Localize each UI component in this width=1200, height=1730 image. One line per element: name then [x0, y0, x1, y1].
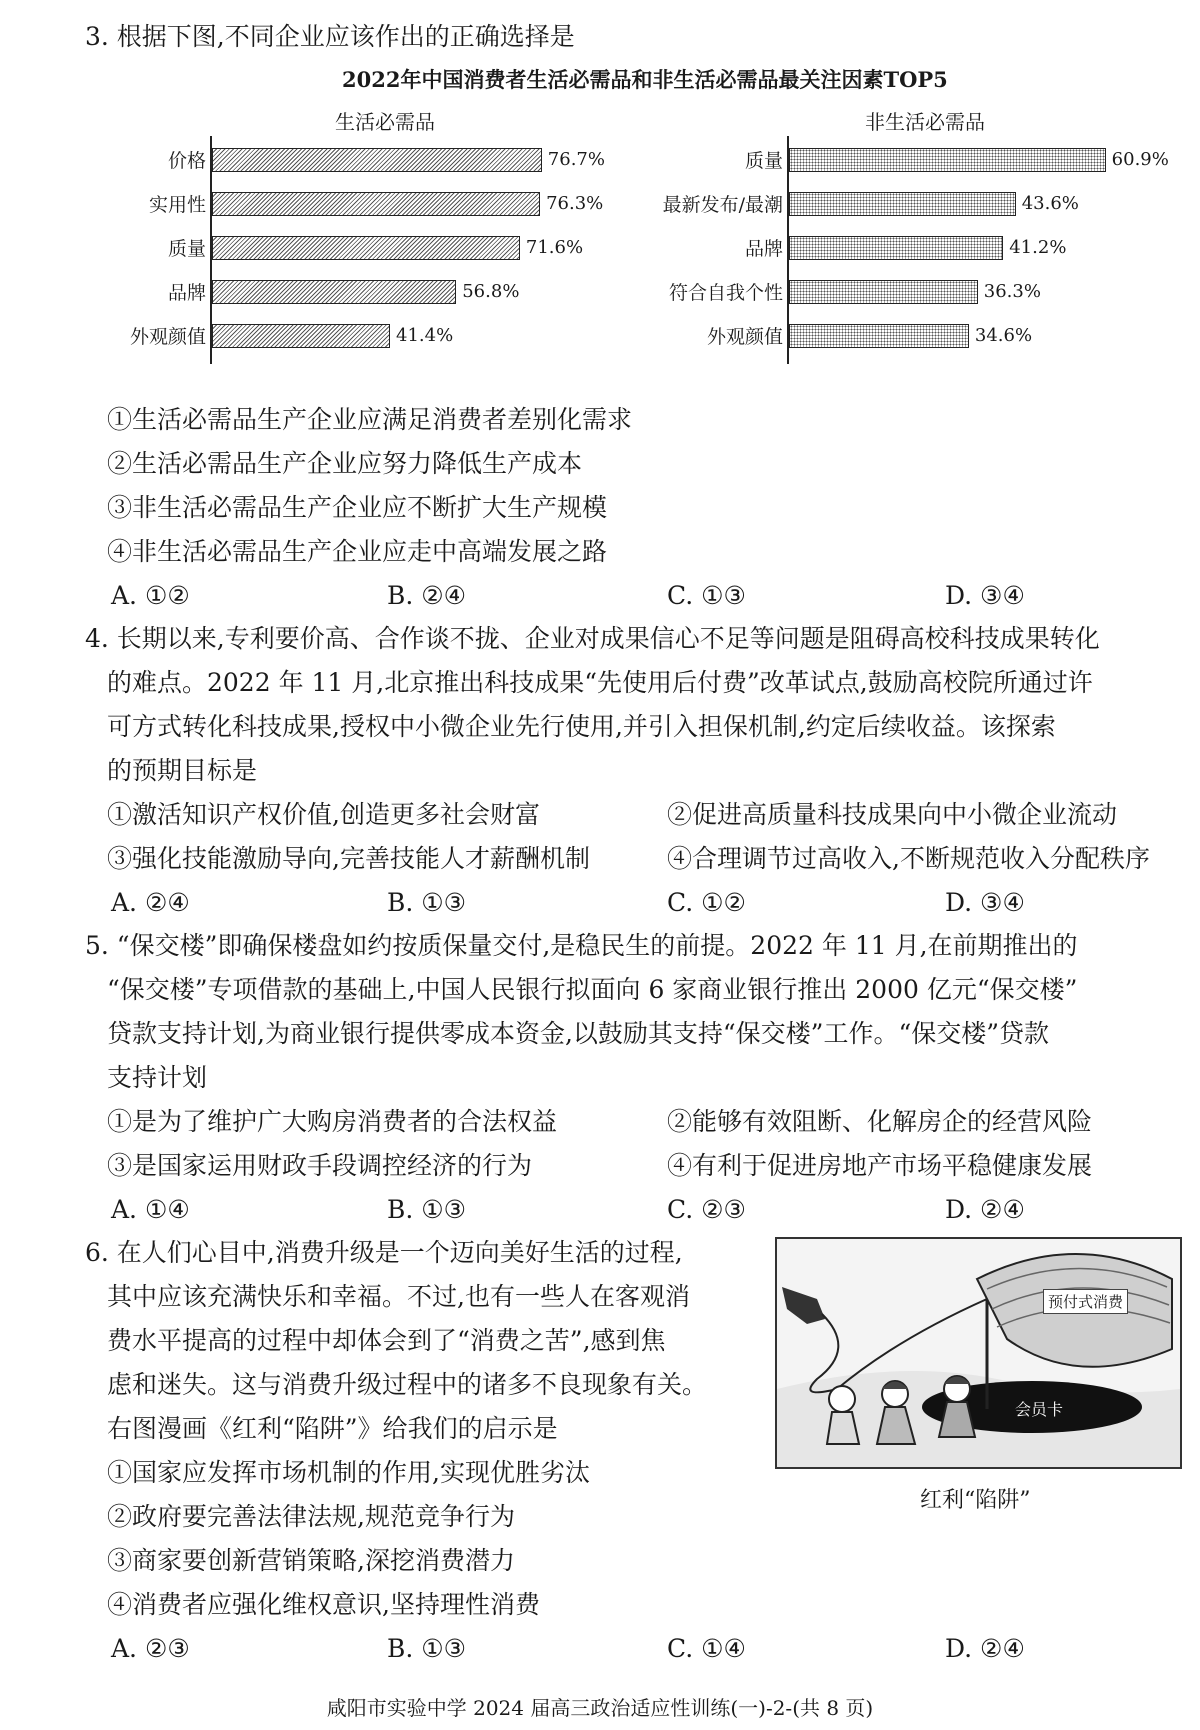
basket-label: 预付式消费 [1043, 1289, 1128, 1314]
category-label: 实用性 [148, 194, 206, 216]
bar [212, 280, 456, 304]
value-label: 60.9% [1111, 149, 1169, 170]
q5-item-3: ③是国家运用财政手段调控经济的行为 [107, 1151, 533, 1180]
q4-option-d[interactable]: D. ③④ [945, 888, 1025, 917]
q5-option-c[interactable]: C. ②③ [667, 1195, 746, 1224]
value-label: 41.4% [396, 325, 454, 346]
hand-icon [782, 1287, 825, 1324]
q6-option-c[interactable]: C. ①④ [667, 1634, 746, 1663]
q4-stem-line-3: 可方式转化科技成果,授权中小微企业先行使用,并引入担保机制,约定后续收益。该探索 [107, 712, 1056, 741]
q3-item-2: ②生活必需品生产企业应努力降低生产成本 [107, 449, 583, 478]
q6-stem-line-4: 虑和迷失。这与消费升级过程中的诸多不良现象有关。 [107, 1370, 708, 1399]
q5-item-4: ④有利于促进房地产市场平稳健康发展 [667, 1151, 1093, 1180]
q3-option-b[interactable]: B. ②④ [387, 581, 467, 610]
value-label: 36.3% [983, 281, 1041, 302]
bar [789, 280, 978, 304]
q6-option-d[interactable]: D. ②④ [945, 1634, 1025, 1663]
bar [212, 236, 520, 260]
value-label: 76.7% [547, 149, 605, 170]
q6-item-4: ④消费者应强化维权意识,坚持理性消费 [107, 1590, 540, 1619]
q6-item-1: ①国家应发挥市场机制的作用,实现优胜劣汰 [107, 1458, 590, 1487]
chart-left [100, 98, 620, 398]
hole-label: 会员卡 [1015, 1400, 1064, 1419]
q4-item-2: ②促进高质量科技成果向中小微企业流动 [667, 800, 1118, 829]
bar [212, 148, 542, 172]
q4-item-3: ③强化技能激励导向,完善技能人才薪酬机制 [107, 844, 590, 873]
q6-stem-line-2: 其中应该充满快乐和幸福。不过,也有一些人在客观消 [107, 1282, 690, 1311]
bar [212, 192, 540, 216]
page-footer: 咸阳市实验中学 2024 届高三政治适应性训练(一)-2-(共 8 页) [326, 1696, 874, 1720]
cartoon-image [775, 1237, 1182, 1469]
value-label: 76.3% [546, 193, 604, 214]
q4-item-4: ④合理调节过高收入,不断规范收入分配秩序 [667, 844, 1150, 873]
category-label: 价格 [167, 150, 206, 172]
q3-stem: 3. 根据下图,不同企业应该作出的正确选择是 [85, 22, 575, 51]
q6-stem-line-1: 6. 在人们心目中,消费升级是一个迈向美好生活的过程, [85, 1238, 683, 1267]
category-label: 符合自我个性 [668, 282, 783, 304]
value-label: 43.6% [1021, 193, 1079, 214]
q6-stem-line-5: 右图漫画《红利“陷阱”》给我们的启示是 [107, 1414, 558, 1443]
q5-stem-line-4: 支持计划 [107, 1063, 208, 1092]
value-label: 56.8% [462, 281, 520, 302]
q6-option-b[interactable]: B. ①③ [387, 1634, 467, 1663]
value-label: 71.6% [525, 237, 584, 258]
q5-stem-line-3: 贷款支持计划,为商业银行提供零成本资金,以鼓励其支持“保交楼”工作。“保交楼”贷款 [107, 1019, 1050, 1048]
q5-item-2: ②能够有效阻断、化解房企的经营风险 [667, 1107, 1093, 1136]
q4-item-1: ①激活知识产权价值,创造更多社会财富 [107, 800, 540, 829]
chart-right [640, 98, 1180, 398]
q3-item-1: ①生活必需品生产企业应满足消费者差别化需求 [107, 405, 633, 434]
q5-stem-line-1: 5. “保交楼”即确保楼盘如约按质保量交付,是稳民生的前提。2022 年 11 月,在前期推出的 [85, 931, 1078, 960]
cartoon-caption: 红利“陷阱” [920, 1488, 1031, 1513]
q4-stem-line-4: 的预期目标是 [107, 756, 258, 785]
q3-item-4: ④非生活必需品生产企业应走中高端发展之路 [107, 537, 608, 566]
q5-option-b[interactable]: B. ①③ [387, 1195, 467, 1224]
q4-option-a[interactable]: A. ②④ [111, 888, 190, 917]
chart-title: 2022年中国消费者生活必需品和非生活必需品最关注因素TOP5 [342, 67, 948, 92]
bar [212, 324, 390, 348]
q4-stem-line-1: 4. 长期以来,专利要价高、合作谈不拢、企业对成果信心不足等问题是阻碍高校科技成果转化 [85, 624, 1100, 653]
chart-right-title: 非生活必需品 [865, 110, 985, 134]
cartoon-drawing [777, 1239, 1180, 1467]
bar [789, 192, 1016, 216]
q6-stem-line-3: 费水平提高的过程中却体会到了“消费之苦”,感到焦 [107, 1326, 666, 1355]
category-label: 最新发布/最潮 [662, 194, 783, 216]
q5-stem-line-2: “保交楼”专项借款的基础上,中国人民银行拟面向 6 家商业银行推出 2000 亿元“保交楼” [107, 975, 1078, 1004]
category-label: 品牌 [744, 238, 783, 260]
q5-option-d[interactable]: D. ②④ [945, 1195, 1025, 1224]
chart-left-title: 生活必需品 [335, 110, 435, 134]
category-label: 质量 [167, 238, 206, 260]
q5-option-a[interactable]: A. ①④ [111, 1195, 190, 1224]
q4-stem-line-2: 的难点。2022 年 11 月,北京推出科技成果“先使用后付费”改革试点,鼓励高校院所通过许 [107, 668, 1093, 697]
q6-option-a[interactable]: A. ②③ [111, 1634, 190, 1663]
q5-item-1: ①是为了维护广大购房消费者的合法权益 [107, 1107, 558, 1136]
category-label: 外观颜值 [706, 326, 783, 348]
q4-option-c[interactable]: C. ①② [667, 888, 746, 917]
bar [789, 148, 1106, 172]
category-label: 品牌 [167, 282, 206, 304]
bar [789, 324, 969, 348]
q3-option-d[interactable]: D. ③④ [945, 581, 1025, 610]
category-label: 质量 [744, 150, 783, 172]
bar [789, 236, 1003, 260]
q6-item-2: ②政府要完善法律法规,规范竞争行为 [107, 1502, 515, 1531]
q3-item-3: ③非生活必需品生产企业应不断扩大生产规模 [107, 493, 608, 522]
q3-option-c[interactable]: C. ①③ [667, 581, 746, 610]
value-label: 34.6% [974, 325, 1033, 346]
q3-option-a[interactable]: A. ①② [111, 581, 190, 610]
category-label: 外观颜值 [129, 326, 206, 348]
q6-item-3: ③商家要创新营销策略,深挖消费潜力 [107, 1546, 515, 1575]
q4-option-b[interactable]: B. ①③ [387, 888, 467, 917]
value-label: 41.2% [1009, 237, 1067, 258]
